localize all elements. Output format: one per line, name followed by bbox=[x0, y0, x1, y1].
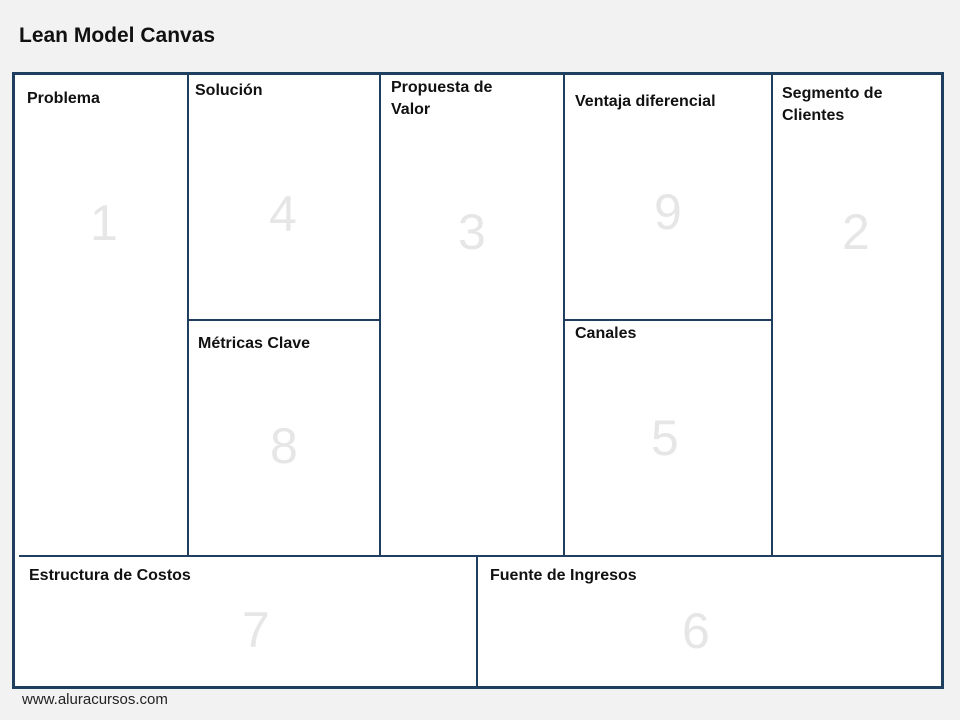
divider-horizontal-bottom bbox=[19, 555, 944, 557]
divider-horizontal-right bbox=[563, 319, 773, 321]
block-label-propuesta: Propuesta de Valor bbox=[391, 79, 493, 118]
divider-vertical-bottom bbox=[476, 556, 478, 686]
block-number-solucion: 4 bbox=[269, 186, 297, 242]
divider-horizontal-left bbox=[187, 319, 381, 321]
divider-vertical-3 bbox=[563, 75, 565, 556]
block-number-canales: 5 bbox=[651, 410, 679, 466]
block-number-propuesta: 3 bbox=[458, 204, 486, 260]
block-label-canales: Canales bbox=[575, 325, 637, 342]
block-number-costos: 7 bbox=[242, 602, 270, 658]
block-label-segmento: Segmento de Clientes bbox=[782, 85, 883, 124]
divider-vertical-2 bbox=[379, 72, 381, 556]
block-label-metricas: Métricas Clave bbox=[198, 335, 311, 352]
divider-vertical-4 bbox=[771, 75, 773, 556]
block-label-problema: Problema bbox=[27, 90, 100, 107]
block-number-ventaja: 9 bbox=[654, 184, 682, 240]
block-label-costos: Estructura de Costos bbox=[29, 567, 191, 584]
block-number-metricas: 8 bbox=[270, 418, 298, 474]
page-title: Lean Model Canvas bbox=[19, 24, 216, 47]
footer-url: www.aluracursos.com bbox=[22, 691, 168, 708]
block-number-problema: 1 bbox=[90, 195, 118, 251]
block-label-ingresos: Fuente de Ingresos bbox=[490, 567, 637, 584]
canvas-frame bbox=[12, 72, 944, 689]
block-label-ventaja: Ventaja diferencial bbox=[575, 93, 716, 110]
block-number-ingresos: 6 bbox=[682, 603, 710, 659]
block-label-solucion: Solución bbox=[195, 82, 263, 99]
block-number-segmento: 2 bbox=[842, 204, 870, 260]
divider-vertical-1 bbox=[187, 72, 189, 556]
